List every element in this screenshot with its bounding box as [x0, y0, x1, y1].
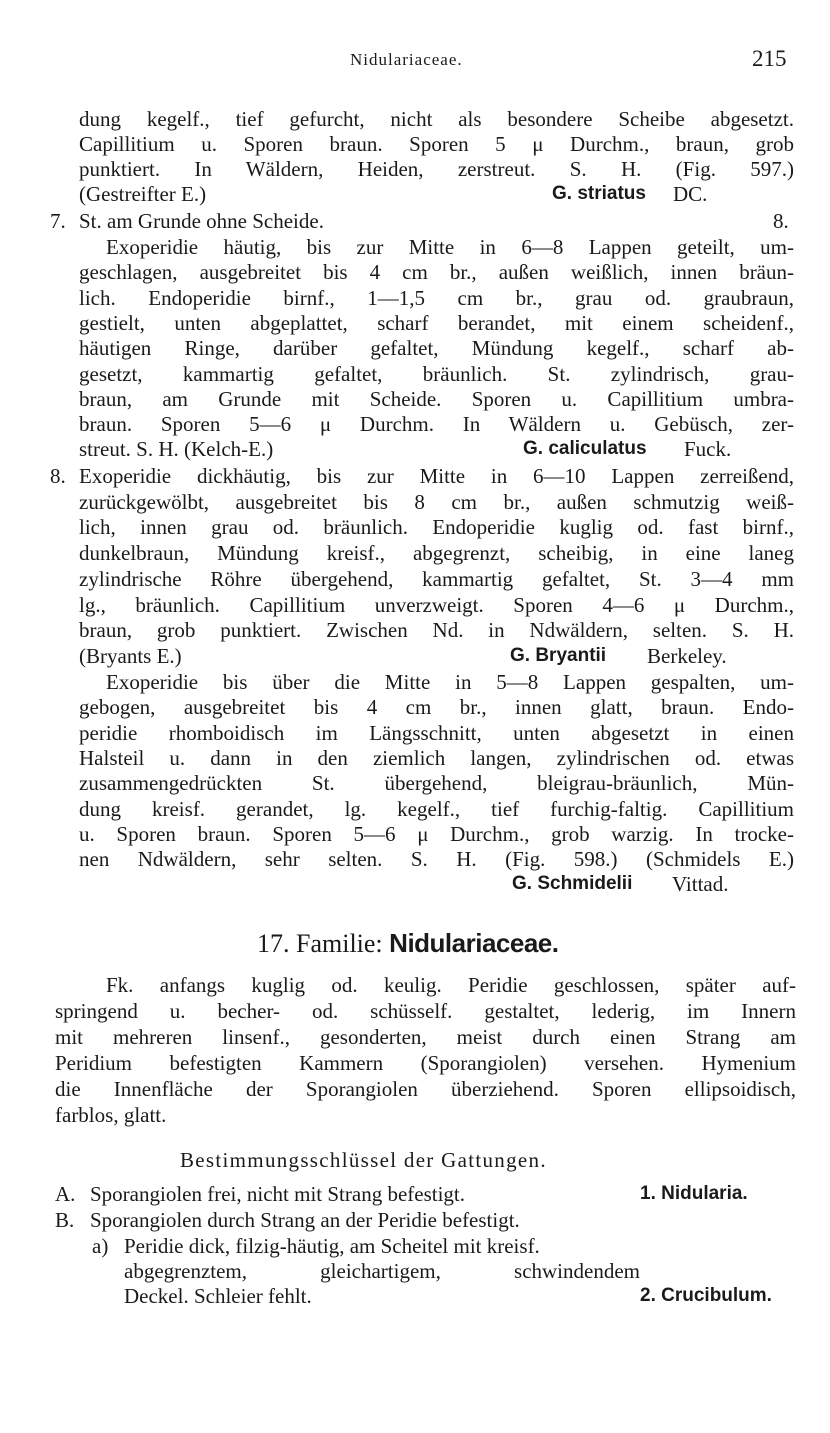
family-heading	[257, 928, 558, 959]
common-name: streut. S. H. (Kelch-E.)	[79, 437, 274, 461]
text-line: Halsteil u. dann in den ziemlich langen, zylindrischen od. etwas	[79, 746, 794, 770]
genus-name: 2. Crucibulum.	[640, 1285, 772, 1306]
text-line: u. Sporen braun. Sporen 5—6 μ Durchm., grob warzig. In trocke-	[79, 822, 794, 846]
text-line: zusammengedrückten St. übergehend, bleigrau-bräunlich, Mün-	[79, 771, 794, 795]
key-label: B.	[55, 1208, 75, 1232]
text-line: springend u. becher- od. schüsself. gestaltet, lederig, im Innern	[55, 999, 796, 1023]
text-line: braun, grob punktiert. Zwischen Nd. in Ndwäldern, selten. S. H.	[79, 618, 794, 642]
family-name: Nidulariaceae.	[389, 928, 559, 958]
key-lead: Peridie dick, filzig-häutig, am Scheitel mit kreisf.	[124, 1234, 540, 1258]
species-name: G. Schmidelii	[512, 873, 633, 894]
text-line: Deckel. Schleier fehlt.	[124, 1284, 312, 1308]
text-line: braun. Sporen 5—6 μ Durchm. In Wäldern u. Gebüsch, zer-	[79, 412, 794, 436]
text-line: häutigen Ringe, darüber gefaltet, Mündung kegelf., scharf ab-	[79, 336, 794, 360]
text-line: braun, am Grunde mit Scheide. Sporen u. Capillitium umbra-	[79, 387, 794, 411]
species-author: Fuck.	[684, 437, 732, 461]
species-name: G. striatus	[552, 183, 646, 204]
genus-name: 1. Nidularia.	[640, 1183, 748, 1204]
text-line: zurückgewölbt, ausgebreitet bis 8 cm br., außen schmutzig weiß-	[79, 490, 794, 514]
text-line: lg., bräunlich. Capillitium unverzweigt. Sporen 4—6 μ Durchm.,	[79, 593, 794, 617]
key-lead: Sporangiolen durch Strang an der Peridie befestigt.	[90, 1208, 520, 1232]
common-name: (Gestreifter E.)	[79, 182, 207, 206]
text-line: geschlagen, ausgebreitet bis 4 cm br., außen weißlich, innen bräun-	[79, 260, 794, 284]
text-line: Peridium befestigten Kammern (Sporangiolen) versehen. Hymenium	[55, 1051, 796, 1075]
running-title: Nidulariaceae.	[350, 50, 463, 69]
couplet-number: 8.	[50, 464, 66, 488]
text-line: punktiert. In Wäldern, Heiden, zerstreut. S. H. (Fig. 597.)	[79, 157, 794, 181]
page-number: 215	[752, 46, 787, 71]
text-line: lich. Endoperidie birnf., 1—1,5 cm br., grau od. graubraun,	[79, 286, 794, 310]
species-name: G. Bryantii	[510, 645, 607, 666]
text-line: Exoperidie dickhäutig, bis zur Mitte in 6—10 Lappen zerreißend,	[79, 464, 794, 488]
text-line: dunkelbraun, Mündung kreisf., abgegrenzt, scheibig, in eine laneg	[79, 541, 794, 565]
text-line: abgegrenztem, gleichartigem, schwindendem	[124, 1259, 640, 1283]
text-line: peridie rhomboidisch im Längsschnitt, unten abgesetzt in einen	[79, 721, 794, 745]
text-line: gesetzt, kammartig gefaltet, bräunlich. St. zylindrisch, grau-	[79, 362, 794, 386]
text-line: Capillitium u. Sporen braun. Sporen 5 μ Durchm., braun, grob	[79, 132, 794, 156]
key-title: Bestimmungsschlüssel der Gattungen.	[180, 1148, 547, 1172]
text-line: mit mehreren linsenf., gesonderten, meist durch einen Strang am	[55, 1025, 796, 1049]
couplet-number: 7.	[50, 209, 66, 233]
species-author: Berkeley.	[647, 644, 727, 668]
text-line: farblos, glatt.	[55, 1103, 167, 1127]
text-line: gestielt, unten abgeplattet, scharf berandet, mit einem scheidenf.,	[79, 311, 794, 335]
text-line: die Innenfläche der Sporangiolen überziehend. Sporen ellipsoidisch,	[55, 1077, 796, 1101]
family-prefix: 17. Familie:	[257, 929, 390, 958]
text-line: zylindrische Röhre übergehend, kammartig gefaltet, St. 3—4 mm	[79, 567, 794, 591]
common-name: (Bryants E.)	[79, 644, 182, 668]
text-line: lich, innen grau od. bräunlich. Endoperidie kuglig od. fast birnf.,	[79, 515, 794, 539]
couplet-reference: 8.	[773, 209, 789, 233]
text-line: dung kreisf. gerandet, lg. kegelf., tief furchig-faltig. Capillitium	[79, 797, 794, 821]
text-line: gebogen, ausgebreitet bis 4 cm br., innen glatt, braun. Endo-	[79, 695, 794, 719]
text-line: Exoperidie häutig, bis zur Mitte in 6—8 Lappen geteilt, um-	[106, 235, 794, 259]
page-header	[0, 46, 830, 76]
text-line: nen Ndwäldern, sehr selten. S. H. (Fig. 598.) (Schmidels E.)	[79, 847, 794, 871]
key-label: A.	[55, 1182, 76, 1206]
key-lead: Sporangiolen frei, nicht mit Strang befestigt.	[90, 1182, 466, 1206]
text-line: Fk. anfangs kuglig od. keulig. Peridie geschlossen, später auf-	[106, 973, 796, 997]
couplet-lead: St. am Grunde ohne Scheide.	[79, 209, 324, 233]
text-line: Exoperidie bis über die Mitte in 5—8 Lappen gespalten, um-	[106, 670, 794, 694]
species-name: G. caliculatus	[523, 438, 647, 459]
text-line: dung kegelf., tief gefurcht, nicht als besondere Scheibe abgesetzt.	[79, 107, 794, 131]
key-sublabel: a)	[92, 1234, 109, 1258]
species-author: DC.	[673, 182, 708, 206]
species-author: Vittad.	[672, 872, 729, 896]
